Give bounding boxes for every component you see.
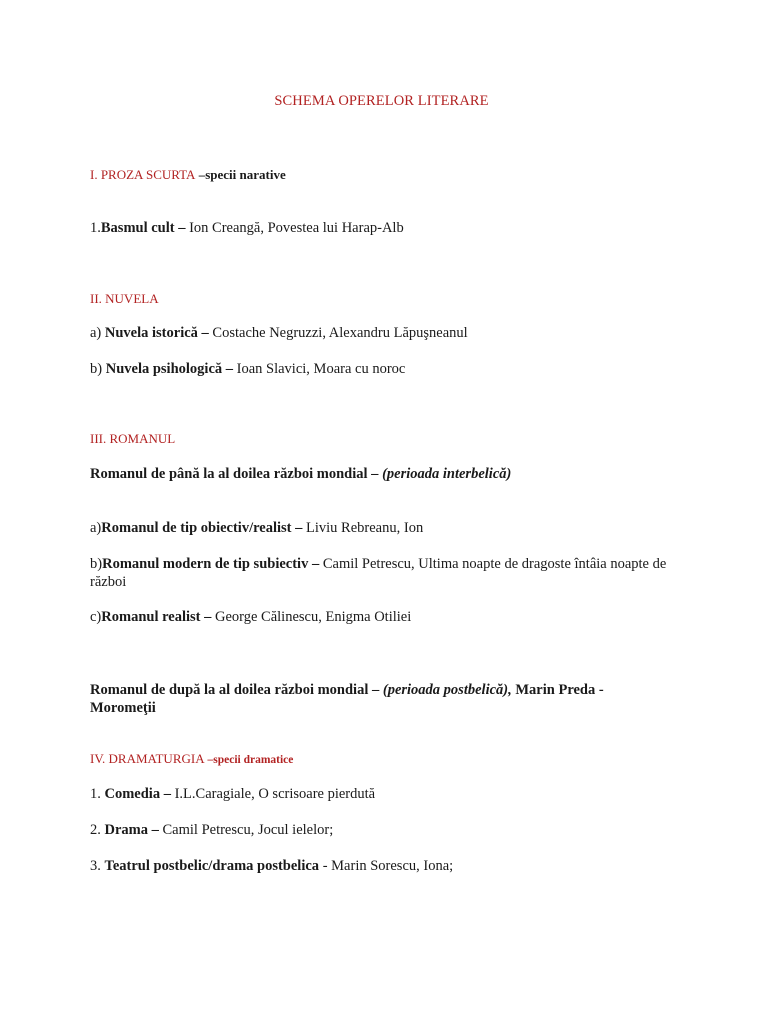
list-item-roman-subiectiv bbox=[90, 555, 682, 591]
item-separator: - bbox=[319, 858, 332, 874]
item-separator: – bbox=[160, 786, 175, 802]
item-term: Teatrul postbelic/drama postbelica bbox=[104, 858, 320, 874]
item-prefix: a) bbox=[90, 520, 102, 536]
item-separator: – bbox=[197, 325, 213, 341]
section-dash: – bbox=[195, 167, 206, 182]
item-separator: – bbox=[308, 556, 323, 572]
list-item-nuvela-istorica bbox=[90, 324, 690, 342]
item-separator: – bbox=[174, 220, 190, 236]
item-separator: – bbox=[200, 609, 215, 625]
item-prefix: a) bbox=[90, 325, 105, 341]
item-detail: George Călinescu, Enigma Otiliei bbox=[215, 609, 412, 625]
list-item-roman-obiectiv bbox=[90, 519, 690, 537]
item-detail: Ioan Slavici, Moara cu noroc bbox=[236, 361, 406, 377]
item-detail: I.L.Caragiale, O scrisoare pierdută bbox=[174, 786, 376, 802]
item-detail: Ion Creangă, Povestea lui Harap-Alb bbox=[189, 220, 404, 236]
item-separator: – bbox=[148, 822, 163, 838]
list-item-roman-realist bbox=[90, 608, 690, 626]
subheading-roman-interbelic bbox=[90, 465, 690, 483]
item-term: Romanul de tip obiectiv/realist bbox=[101, 520, 292, 536]
item-prefix: 3. bbox=[90, 858, 105, 874]
item-separator: – bbox=[222, 361, 237, 377]
item-term: Nuvela istorică bbox=[104, 325, 198, 341]
item-prefix: 1. bbox=[90, 786, 105, 802]
item-prefix: c) bbox=[90, 609, 102, 625]
item-prefix: 1. bbox=[90, 220, 101, 236]
item-detail: Costache Negruzzi, Alexandru Lăpuşneanul bbox=[212, 325, 468, 341]
section-label: II. NUVELA bbox=[90, 291, 159, 306]
subheading-text: Romanul de până la al doilea război mondial – bbox=[90, 466, 383, 482]
list-item-drama bbox=[90, 821, 690, 839]
item-term: Drama bbox=[104, 822, 148, 838]
subheading-period: (perioada postbelică), bbox=[382, 682, 512, 698]
list-item-comedia bbox=[90, 785, 690, 803]
item-term: Romanul modern de tip subiectiv bbox=[102, 556, 309, 572]
item-detail: Liviu Rebreanu, Ion bbox=[306, 520, 424, 536]
document-title: SCHEMA OPERELOR LITERARE bbox=[274, 93, 489, 109]
subheading-text: Romanul de după la al doilea război mondial – bbox=[90, 682, 383, 698]
subheading-roman-postbelic bbox=[90, 681, 650, 717]
item-term: Nuvela psihologică bbox=[105, 361, 223, 377]
item-prefix: b) bbox=[90, 556, 103, 572]
list-item-nuvela-psihologica bbox=[90, 360, 690, 378]
item-prefix: 2. bbox=[90, 822, 105, 838]
item-term: Basmul cult bbox=[100, 220, 175, 236]
item-prefix: b) bbox=[90, 361, 106, 377]
section-suffix: –specii dramatice bbox=[204, 754, 294, 766]
section-heading-proza-scurta bbox=[90, 166, 690, 184]
section-label: I. PROZA SCURTA bbox=[90, 167, 196, 182]
section-label: III. ROMANUL bbox=[90, 431, 176, 446]
subheading-author: Marin Preda - Moromeţii bbox=[90, 682, 604, 716]
list-item-basmul-cult bbox=[90, 219, 690, 237]
section-suffix: specii narative bbox=[205, 167, 286, 182]
section-heading-dramaturgia bbox=[90, 750, 690, 769]
item-detail: Camil Petrescu, Ultima noapte de dragoste întâia noapte de război bbox=[90, 556, 667, 590]
item-term: Comedia bbox=[104, 786, 161, 802]
item-separator: – bbox=[291, 520, 307, 536]
section-heading-nuvela bbox=[90, 290, 690, 308]
item-term: Romanul realist bbox=[101, 609, 201, 625]
section-label: IV. DRAMATURGIA bbox=[90, 751, 205, 766]
section-heading-romanul bbox=[90, 430, 690, 448]
item-detail: Marin Sorescu, Iona; bbox=[331, 858, 454, 874]
item-detail: Camil Petrescu, Jocul ielelor; bbox=[162, 822, 334, 838]
list-item-teatrul-postbelic bbox=[90, 857, 690, 875]
subheading-period: (perioada interbelică) bbox=[382, 466, 512, 482]
